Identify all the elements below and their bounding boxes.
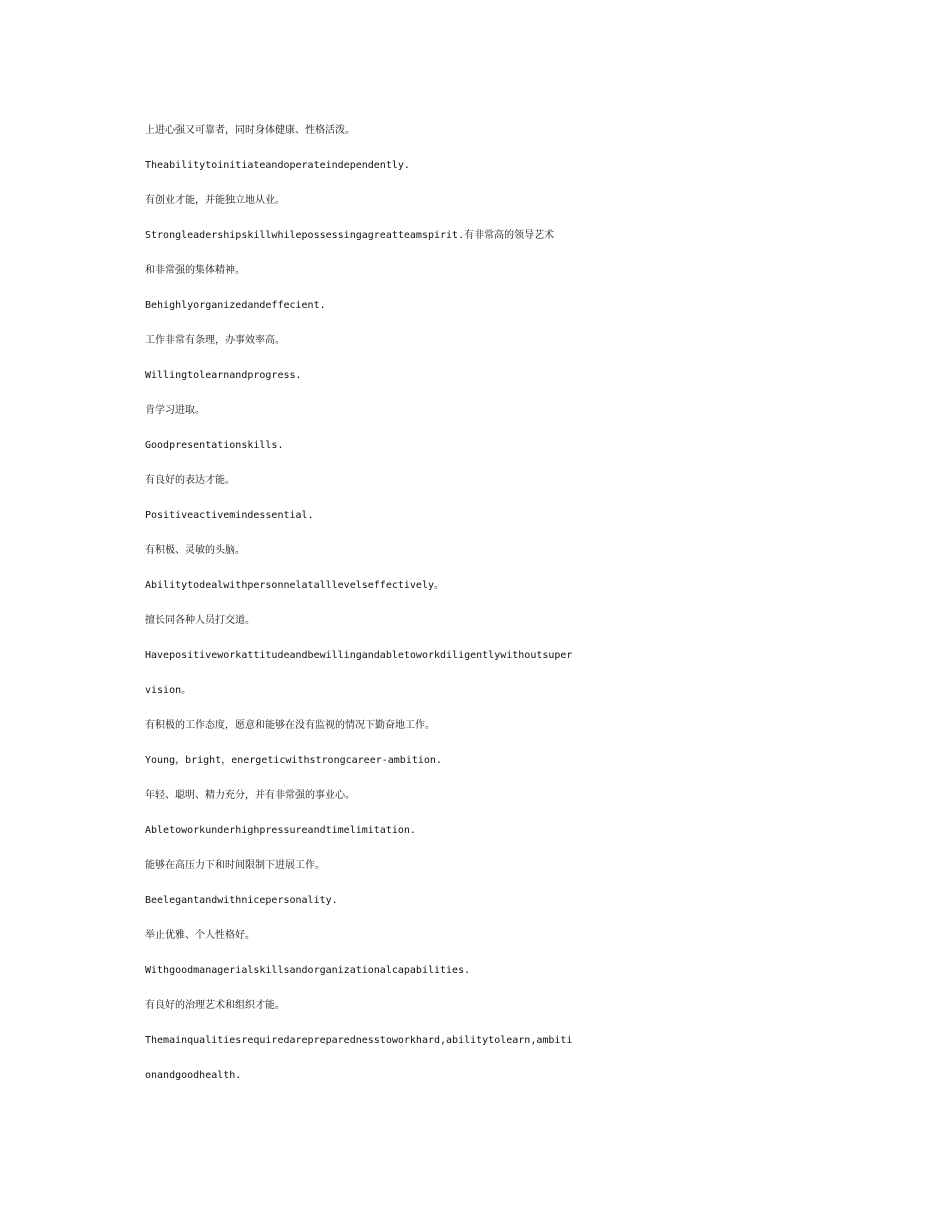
text-line: Beelegantandwithnicepersonality.	[145, 895, 338, 906]
text-line: 肯学习进取。	[145, 405, 205, 416]
text-line: 有创业才能，并能独立地从业。	[145, 195, 285, 206]
text-line: 工作非常有条理，办事效率高。	[145, 335, 285, 346]
text-line: 上进心强又可靠者，同时身体健康、性格活泼。	[145, 125, 355, 136]
text-line: Strongleadershipskillwhilepossessingagreatteamspirit.有非常高的领导艺术	[145, 230, 555, 241]
text-line: Withgoodmanagerialskillsandorganizationalcapabilities.	[145, 965, 471, 976]
text-line: 有良好的表达才能。	[145, 475, 235, 486]
text-line: onandgoodhealth.	[145, 1070, 242, 1081]
text-line: Goodpresentationskills.	[145, 440, 284, 451]
text-line: Young，bright，energeticwithstrongcareer-ambition.	[145, 755, 442, 766]
text-line: 举止优雅、个人性格好。	[145, 930, 255, 941]
text-line: 能够在高压力下和时间限制下进展工作。	[145, 860, 325, 871]
text-line: 有良好的治理艺术和组织才能。	[145, 1000, 285, 1011]
text-line: Positiveactivemindessential.	[145, 510, 314, 521]
text-line: 年轻、聪明、精力充分，并有非常强的事业心。	[145, 790, 355, 801]
text-line: Behighlyorganizedandeffecient.	[145, 300, 326, 311]
text-line: vision。	[145, 685, 192, 696]
text-line: Havepositiveworkattitudeandbewillingandabletoworkdiligentlywithoutsuper	[145, 650, 573, 661]
document-body	[145, 113, 815, 1093]
text-line: 擅长同各种人员打交道。	[145, 615, 255, 626]
text-line: Abilitytodealwithpersonnelatalllevelseffectively。	[145, 580, 444, 591]
text-line: Willingtolearnandprogress.	[145, 370, 302, 381]
text-line: 和非常强的集体精神。	[145, 265, 245, 276]
text-line: 有积极的工作态度，愿意和能够在没有监视的情况下勤奋地工作。	[145, 720, 435, 731]
text-line: Theabilitytoinitiateandoperateindependently.	[145, 160, 410, 171]
text-line: Themainqualitiesrequiredarepreparednesstoworkhard,abilitytolearn,ambiti	[145, 1035, 573, 1046]
text-line: 有积极、灵敏的头脑。	[145, 545, 245, 556]
text-line: Abletoworkunderhighpressureandtimelimitation.	[145, 825, 416, 836]
